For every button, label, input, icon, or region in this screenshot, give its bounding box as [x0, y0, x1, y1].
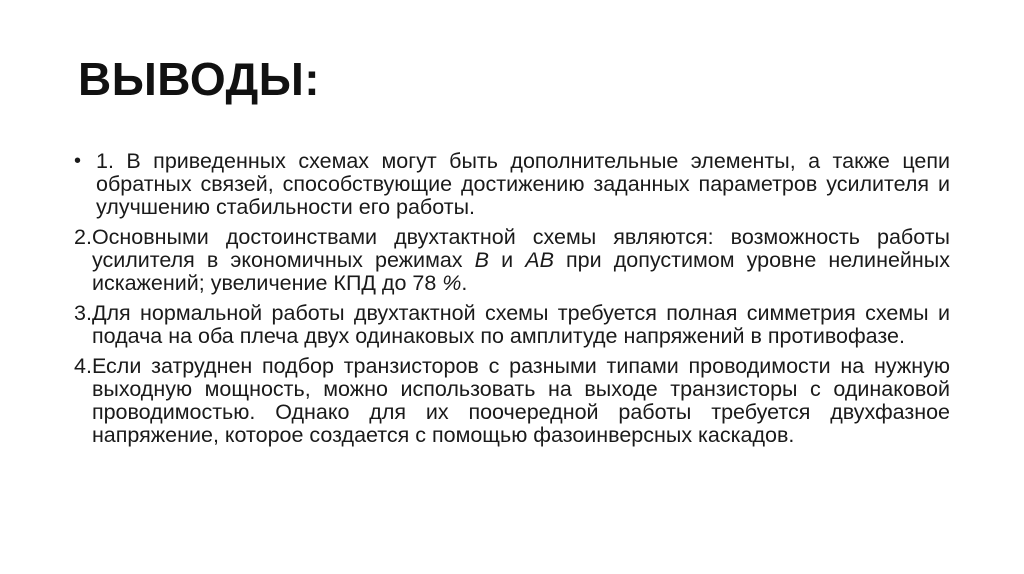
text-segment: и — [489, 248, 526, 272]
conclusions-list — [74, 150, 950, 454]
slide-title: ВЫВОДЫ: — [78, 53, 321, 105]
mode-ab-label: AB — [525, 248, 554, 272]
list-item-text: Если затруднен подбор транзисторов с разными типами проводимости на нужную выходную мощность, можно использовать на выходе транзисторы с одинаковой проводимостью. Однако для их поочередной работы требуется двухфазное напряжение, которое создается с помощью фазоинверсных каскадов. — [91, 354, 950, 447]
list-item-text: 1. В приведенных схемах могут быть дополнительные элементы, а также цепи обратных связей, способствующие достижению заданных параметров усилителя и улучшению стабильности его работы. — [96, 149, 950, 219]
list-item-text: Для нормальной работы двухтактной схемы требуется полная симметрия схемы и подача на оба плеча двух одинаковых по амплитуде напряжений в противофазе. — [91, 301, 950, 348]
text-segment: Основными достоинствами двухтактной схемы являются: возможность работы усилителя в экономичных режимах — [91, 225, 950, 272]
percent-sign: % — [442, 271, 462, 295]
list-item — [74, 150, 950, 219]
item-number: 4. — [74, 354, 92, 378]
list-item — [74, 355, 950, 447]
bullet-marker: • — [74, 150, 82, 172]
text-segment: . — [461, 271, 468, 295]
list-item — [74, 226, 950, 295]
item-number: 2. — [74, 225, 92, 249]
list-item-text — [92, 226, 950, 295]
text-segment: при допустимом уровне нелинейных искажений; увеличение КПД до 78 — [91, 248, 950, 295]
list-item — [74, 302, 950, 348]
item-number: 3. — [74, 301, 92, 325]
mode-b-label: B — [474, 248, 490, 272]
